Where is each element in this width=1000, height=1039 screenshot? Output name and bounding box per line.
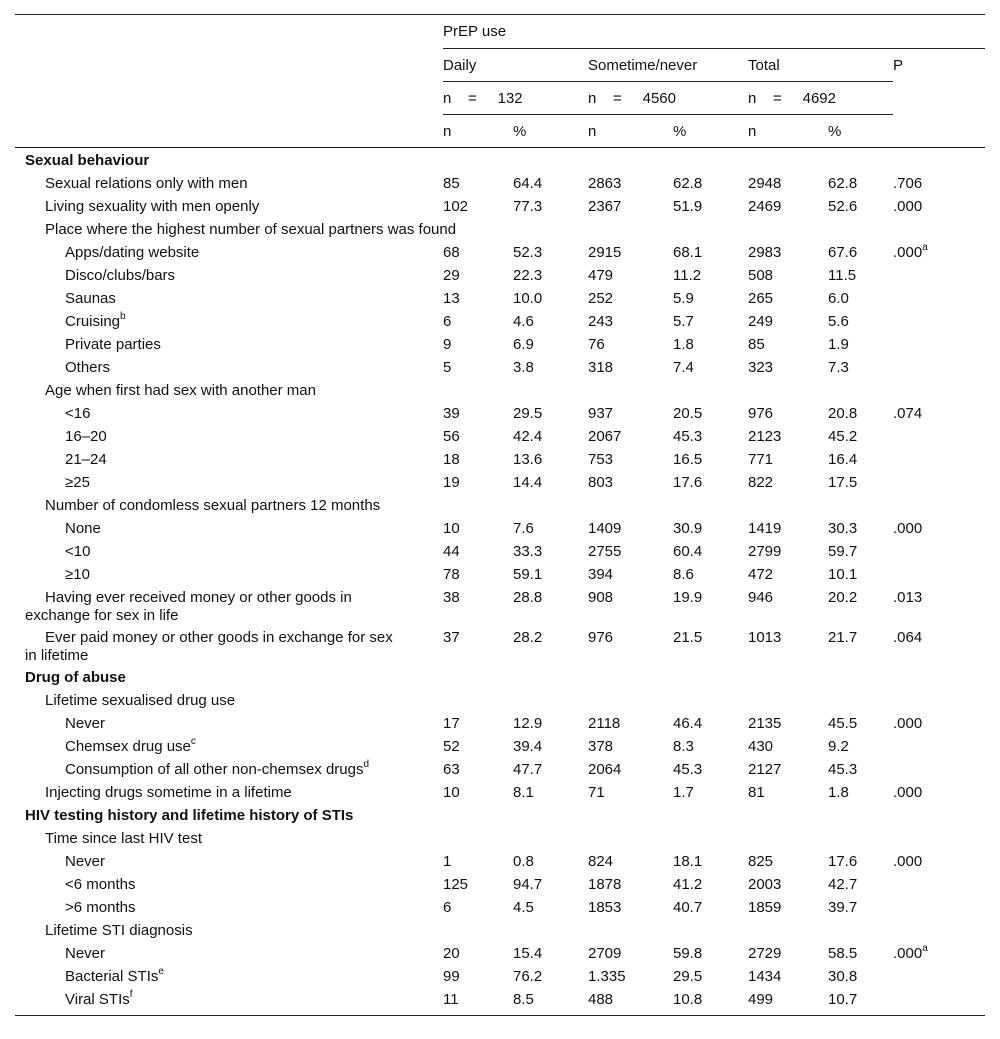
table-row — [15, 309, 985, 332]
row-label: Ever paid money or other goods in exchange for sex in lifetime — [25, 628, 393, 664]
cell-sometime-pct: 17.6 — [673, 473, 703, 491]
row-label: Disco/clubs/bars — [65, 266, 176, 284]
cell-total-n: 499 — [748, 987, 828, 1016]
cell-total-n: 430 — [748, 737, 774, 755]
cell-p-value — [893, 734, 985, 757]
table-row — [15, 688, 985, 711]
cell-p-value: .000 — [893, 197, 923, 215]
sub-n: n — [748, 115, 828, 148]
cell-daily-n: 19 — [443, 473, 460, 491]
cell-daily-n: 68 — [443, 243, 460, 261]
cell-daily-n: 11 — [443, 987, 513, 1016]
cell-daily-n: 6 — [443, 898, 452, 916]
cell-total-pct: 30.8 — [828, 967, 858, 985]
cell-total-pct: 42.7 — [828, 875, 858, 893]
cell-sometime-n: 2067 — [588, 427, 622, 445]
cell-total-n: 265 — [748, 289, 774, 307]
cell-p-value — [893, 539, 985, 562]
cell-sometime-pct: 18.1 — [673, 852, 703, 870]
cell-daily-n: 20 — [443, 944, 460, 962]
cell-daily-pct: 28.2 — [513, 628, 543, 646]
cell-sometime-pct: 8.3 — [673, 737, 694, 755]
cell-total-n: 85 — [748, 335, 765, 353]
cell-total-pct: 10.7 — [828, 987, 893, 1016]
cell-daily-pct: 15.4 — [513, 944, 543, 962]
cell-sometime-pct: 5.7 — [673, 312, 694, 330]
cell-sometime-pct: 21.5 — [673, 628, 703, 646]
table-row — [15, 757, 985, 780]
cell-daily-pct: 10.0 — [513, 289, 543, 307]
cell-p-value — [893, 562, 985, 585]
row-label: Number of condomless sexual partners 12 months — [45, 496, 381, 514]
cell-sometime-pct: 41.2 — [673, 875, 703, 893]
cell-total-pct: 59.7 — [828, 542, 858, 560]
cell-p-value: .000$^a$ — [893, 942, 928, 962]
cell-total-pct: 17.6 — [828, 852, 858, 870]
cell-p-value — [893, 757, 985, 780]
cell-total-n: 249 — [748, 312, 774, 330]
cell-daily-n: 56 — [443, 427, 460, 445]
cell-daily-n: 1 — [443, 852, 452, 870]
row-label: Injecting drugs sometime in a lifetime — [45, 783, 292, 801]
table-row — [15, 987, 985, 1016]
col-p-header: P — [893, 57, 904, 74]
cell-sometime-pct: 59.8 — [673, 944, 703, 962]
table-row — [15, 826, 985, 849]
row-label: Time since last HIV test — [45, 829, 202, 847]
sub-n: n — [588, 115, 673, 148]
row-label: None — [65, 519, 101, 537]
table-row — [15, 194, 985, 217]
cell-p-value — [893, 263, 985, 286]
cell-daily-pct: 64.4 — [513, 174, 543, 192]
cell-sometime-pct: 46.4 — [673, 714, 703, 732]
cell-total-pct: 52.6 — [828, 197, 858, 215]
table-row — [15, 424, 985, 447]
cell-sometime-pct: 19.9 — [673, 588, 703, 606]
cell-daily-pct: 7.6 — [513, 519, 534, 537]
section-row — [15, 665, 985, 688]
cell-p-value: .064 — [893, 628, 923, 646]
cell-daily-n: 5 — [443, 358, 452, 376]
cell-total-pct: 45.5 — [828, 714, 858, 732]
cell-daily-pct: 14.4 — [513, 473, 543, 491]
table-row — [15, 401, 985, 424]
row-label: Never — [65, 852, 106, 870]
cell-sometime-n: 71 — [588, 783, 605, 801]
cell-sometime-n: 479 — [588, 266, 614, 284]
cell-daily-pct: 59.1 — [513, 565, 543, 583]
cell-sometime-n: 803 — [588, 473, 614, 491]
cell-total-n: 2469 — [748, 197, 782, 215]
cell-p-value — [893, 964, 985, 987]
table-row — [15, 217, 985, 240]
cell-p-value — [893, 470, 985, 493]
cell-sometime-pct: 51.9 — [673, 197, 703, 215]
sub-n: n — [443, 115, 513, 148]
cell-daily-pct: 12.9 — [513, 714, 543, 732]
cell-total-n: 825 — [748, 852, 774, 870]
footnote-marker: d — [363, 758, 370, 770]
table-row — [15, 355, 985, 378]
table-row — [15, 539, 985, 562]
cell-daily-pct: 39.4 — [513, 737, 543, 755]
cell-daily-n: 17 — [443, 714, 460, 732]
col-daily-header: Daily — [443, 49, 588, 82]
cell-total-pct: 17.5 — [828, 473, 858, 491]
table-row — [15, 493, 985, 516]
table-row — [15, 895, 985, 918]
n-daily: n = 132 — [443, 82, 588, 115]
cell-p-value: .000 — [893, 783, 923, 801]
cell-sometime-n: 1853 — [588, 898, 622, 916]
cell-daily-n: 9 — [443, 335, 452, 353]
cell-p-value — [893, 332, 985, 355]
row-label: ≥10 — [65, 565, 90, 583]
table-row — [15, 378, 985, 401]
cell-sometime-n: 1878 — [588, 875, 622, 893]
row-label: Cruising$^b$ — [65, 310, 126, 330]
cell-total-pct: 39.7 — [828, 898, 858, 916]
row-label: Lifetime STI diagnosis — [45, 921, 193, 939]
cell-total-n: 1013 — [748, 628, 782, 646]
cell-total-pct: 45.3 — [828, 760, 858, 778]
cell-total-n: 323 — [748, 358, 774, 376]
cell-daily-n: 10 — [443, 519, 460, 537]
cell-p-value — [893, 286, 985, 309]
table-row — [15, 332, 985, 355]
row-label: Living sexuality with men openly — [45, 197, 260, 215]
cell-daily-pct: 77.3 — [513, 197, 543, 215]
row-label: Never — [65, 944, 106, 962]
cell-sometime-pct: 30.9 — [673, 519, 703, 537]
cell-sometime-pct: 20.5 — [673, 404, 703, 422]
cell-daily-n: 52 — [443, 737, 460, 755]
cell-sometime-n: 753 — [588, 450, 614, 468]
table-row — [15, 585, 985, 625]
sub-pct: % — [513, 115, 588, 148]
cell-total-n: 771 — [748, 450, 774, 468]
cell-total-n: 946 — [748, 588, 774, 606]
cell-sometime-n: 378 — [588, 737, 614, 755]
row-label: Never — [65, 714, 106, 732]
sub-pct: % — [828, 115, 893, 148]
cell-total-n: 822 — [748, 473, 774, 491]
cell-total-pct: 10.1 — [828, 565, 858, 583]
cell-daily-pct: 4.6 — [513, 312, 534, 330]
table-row — [15, 263, 985, 286]
col-sometime-header: Sometime/never — [588, 49, 748, 82]
cell-sometime-n: 1.335 — [588, 967, 626, 985]
cell-total-pct: 5.6 — [828, 312, 849, 330]
cell-sometime-n: 252 — [588, 289, 614, 307]
cell-daily-pct: 29.5 — [513, 404, 543, 422]
table-row — [15, 240, 985, 263]
cell-total-n: 976 — [748, 404, 774, 422]
cell-total-pct: 16.4 — [828, 450, 858, 468]
row-label: Others — [65, 358, 111, 376]
cell-sometime-pct: 60.4 — [673, 542, 703, 560]
row-label: Age when first had sex with another man — [45, 381, 316, 399]
cell-daily-n: 37 — [443, 628, 460, 646]
cell-sometime-n: 394 — [588, 565, 614, 583]
section-title: Drug of abuse — [25, 668, 126, 686]
table-row — [15, 964, 985, 987]
row-label: Lifetime sexualised drug use — [45, 691, 236, 709]
table-row — [15, 171, 985, 194]
cell-daily-pct: 52.3 — [513, 243, 543, 261]
cell-sometime-n: 937 — [588, 404, 614, 422]
cell-total-pct: 9.2 — [828, 737, 849, 755]
row-label: <16 — [65, 404, 91, 422]
cell-total-pct: 58.5 — [828, 944, 858, 962]
cell-daily-n: 102 — [443, 197, 469, 215]
cell-daily-pct: 13.6 — [513, 450, 543, 468]
cell-total-n: 472 — [748, 565, 774, 583]
table-row — [15, 872, 985, 895]
footnote-marker: f — [129, 988, 133, 1000]
cell-total-n: 81 — [748, 783, 765, 801]
cell-daily-pct: 8.5 — [513, 987, 588, 1016]
cell-total-n: 1434 — [748, 967, 782, 985]
cell-sometime-n: 2755 — [588, 542, 622, 560]
cell-total-pct: 30.3 — [828, 519, 858, 537]
cell-daily-pct: 6.9 — [513, 335, 534, 353]
sub-pct: % — [673, 115, 748, 148]
row-label: Bacterial STIs$^e$ — [65, 965, 164, 985]
cell-daily-n: 85 — [443, 174, 460, 192]
cell-total-n: 1859 — [748, 898, 782, 916]
cell-total-pct: 20.2 — [828, 588, 858, 606]
cell-daily-pct: 33.3 — [513, 542, 543, 560]
cell-daily-pct: 22.3 — [513, 266, 543, 284]
cell-p-value: .706 — [893, 174, 923, 192]
cell-sometime-pct: 62.8 — [673, 174, 703, 192]
cell-p-value: .074 — [893, 404, 923, 422]
cell-sometime-pct: 29.5 — [673, 967, 703, 985]
table-row — [15, 918, 985, 941]
prep-use-table — [15, 14, 985, 1016]
cell-sometime-pct: 7.4 — [673, 358, 694, 376]
cell-total-n: 2123 — [748, 427, 782, 445]
cell-daily-pct: 3.8 — [513, 358, 534, 376]
cell-total-pct: 21.7 — [828, 628, 858, 646]
cell-sometime-pct: 68.1 — [673, 243, 703, 261]
cell-sometime-pct: 45.3 — [673, 427, 703, 445]
row-label: ≥25 — [65, 473, 90, 491]
section-title: HIV testing history and lifetime history of STIs — [25, 806, 354, 824]
cell-daily-pct: 28.8 — [513, 588, 543, 606]
cell-total-n: 508 — [748, 266, 774, 284]
section-row — [15, 148, 985, 171]
cell-p-value — [893, 355, 985, 378]
table-row — [15, 447, 985, 470]
section-row — [15, 803, 985, 826]
row-label: <10 — [65, 542, 91, 560]
cell-total-n: 2135 — [748, 714, 782, 732]
cell-p-value: .000 — [893, 519, 923, 537]
table-row — [15, 734, 985, 757]
cell-total-pct: 11.5 — [828, 266, 857, 284]
cell-sometime-pct: 16.5 — [673, 450, 703, 468]
cell-total-pct: 6.0 — [828, 289, 849, 307]
col-total-header: Total — [748, 49, 893, 82]
cell-total-n: 2799 — [748, 542, 782, 560]
cell-total-pct: 62.8 — [828, 174, 858, 192]
cell-sometime-n: 318 — [588, 358, 614, 376]
cell-sometime-n: 2367 — [588, 197, 622, 215]
cell-total-pct: 1.9 — [828, 335, 849, 353]
n-sometime: n = 4560 — [588, 82, 748, 115]
cell-daily-pct: 42.4 — [513, 427, 543, 445]
cell-total-pct: 45.2 — [828, 427, 858, 445]
row-label: Apps/dating website — [65, 243, 200, 261]
group-header: PrEP use — [443, 15, 985, 49]
row-label: Chemsex drug use$^c$ — [65, 735, 196, 755]
cell-total-pct: 7.3 — [828, 358, 849, 376]
cell-daily-pct: 8.1 — [513, 783, 534, 801]
cell-daily-n: 29 — [443, 266, 460, 284]
cell-total-pct: 20.8 — [828, 404, 858, 422]
cell-sometime-n: 1409 — [588, 519, 622, 537]
cell-p-value — [893, 872, 985, 895]
cell-sometime-n: 908 — [588, 588, 614, 606]
table-body — [15, 148, 985, 1016]
section-title: Sexual behaviour — [25, 152, 150, 169]
n-total: n = 4692 — [748, 82, 893, 115]
table-row — [15, 470, 985, 493]
cell-daily-n: 13 — [443, 289, 460, 307]
row-label: 21–24 — [65, 450, 107, 468]
row-label: Private parties — [65, 335, 161, 353]
table-row — [15, 849, 985, 872]
cell-daily-n: 44 — [443, 542, 460, 560]
cell-p-value: .000$^a$ — [893, 241, 928, 261]
cell-sometime-pct: 10.8 — [673, 987, 748, 1016]
row-label: 16–20 — [65, 427, 107, 445]
cell-daily-n: 125 — [443, 875, 469, 893]
cell-sometime-pct: 8.6 — [673, 565, 694, 583]
table-row — [15, 711, 985, 734]
row-label: Having ever received money or other goods in exchange for sex in life — [25, 588, 352, 624]
cell-p-value — [893, 987, 985, 1016]
cell-daily-n: 39 — [443, 404, 460, 422]
cell-sometime-n: 488 — [588, 987, 673, 1016]
table-row — [15, 562, 985, 585]
cell-sometime-n: 824 — [588, 852, 614, 870]
cell-p-value: .013 — [893, 588, 923, 606]
footnote-marker: b — [120, 310, 126, 322]
row-label: Viral STIs$^f$ — [15, 987, 443, 1016]
cell-total-n: 2948 — [748, 174, 782, 192]
table-header — [15, 15, 985, 148]
cell-total-n: 2003 — [748, 875, 782, 893]
cell-sometime-pct: 1.8 — [673, 335, 694, 353]
cell-daily-n: 99 — [443, 967, 460, 985]
cell-daily-pct: 94.7 — [513, 875, 543, 893]
cell-total-pct: 1.8 — [828, 783, 849, 801]
table-row — [15, 941, 985, 964]
cell-daily-n: 63 — [443, 760, 460, 778]
cell-total-n: 2127 — [748, 760, 782, 778]
cell-p-value: .000 — [893, 852, 923, 870]
cell-sometime-n: 2064 — [588, 760, 622, 778]
row-label: Sexual relations only with men — [45, 174, 248, 192]
cell-daily-n: 38 — [443, 588, 460, 606]
footnote-marker: e — [158, 965, 164, 977]
cell-sometime-n: 976 — [588, 628, 614, 646]
footnote-marker: a — [922, 241, 928, 253]
cell-sometime-pct: 40.7 — [673, 898, 703, 916]
cell-daily-pct: 47.7 — [513, 760, 543, 778]
cell-p-value — [893, 447, 985, 470]
table-row — [15, 625, 985, 665]
table-row — [15, 286, 985, 309]
cell-daily-n: 6 — [443, 312, 452, 330]
cell-daily-n: 18 — [443, 450, 460, 468]
cell-p-value — [893, 424, 985, 447]
footnote-marker: c — [190, 735, 196, 747]
footnote-marker: a — [922, 942, 928, 954]
cell-sometime-n: 76 — [588, 335, 605, 353]
cell-sometime-pct: 1.7 — [673, 783, 694, 801]
cell-sometime-pct: 45.3 — [673, 760, 703, 778]
row-label: <6 months — [65, 875, 136, 893]
cell-p-value: .000 — [893, 714, 923, 732]
row-label: Saunas — [65, 289, 116, 307]
cell-daily-n: 10 — [443, 783, 460, 801]
cell-sometime-n: 243 — [588, 312, 614, 330]
cell-daily-pct: 4.5 — [513, 898, 534, 916]
cell-total-n: 1419 — [748, 519, 782, 537]
cell-sometime-n: 2915 — [588, 243, 622, 261]
table-row — [15, 516, 985, 539]
cell-total-n: 2729 — [748, 944, 782, 962]
cell-daily-pct: 0.8 — [513, 852, 534, 870]
cell-total-n: 2983 — [748, 243, 782, 261]
table-row — [15, 780, 985, 803]
row-label: Place where the highest number of sexual partners was found — [45, 220, 457, 238]
row-label: >6 months — [65, 898, 136, 916]
cell-p-value — [893, 309, 985, 332]
cell-daily-n: 78 — [443, 565, 460, 583]
cell-sometime-pct: 11.2 — [673, 266, 702, 284]
cell-sometime-n: 2118 — [588, 714, 621, 732]
row-label: Consumption of all other non-chemsex drugs$^d$ — [65, 758, 370, 778]
cell-p-value — [893, 895, 985, 918]
cell-sometime-n: 2709 — [588, 944, 622, 962]
cell-daily-pct: 76.2 — [513, 967, 543, 985]
cell-sometime-n: 2863 — [588, 174, 622, 192]
cell-total-pct: 67.6 — [828, 243, 858, 261]
cell-sometime-pct: 5.9 — [673, 289, 694, 307]
